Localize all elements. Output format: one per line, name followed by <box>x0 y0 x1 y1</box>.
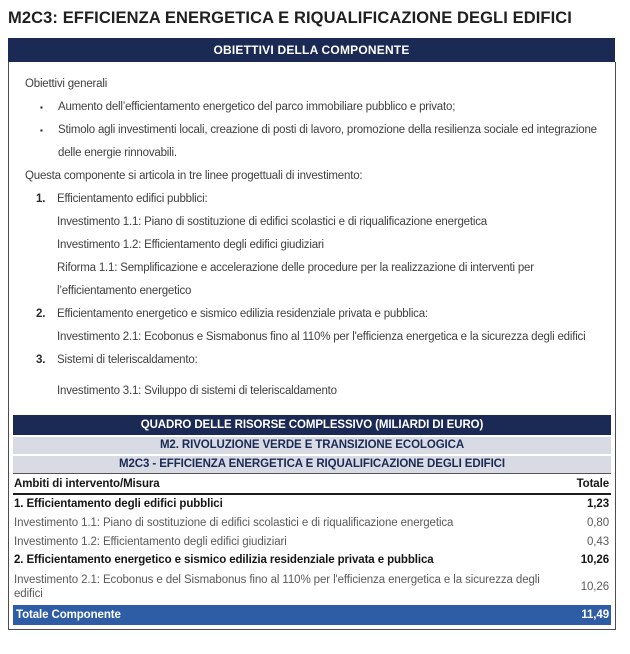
content-box <box>8 62 616 630</box>
row-value: 10,26 <box>580 554 609 567</box>
page-title: M2C3: EFFICIENZA ENERGETICA E RIQUALIFICAZIONE DEGLI EDIFICI <box>8 9 572 27</box>
row-value: 1,23 <box>587 497 609 510</box>
item-title: Efficientamento energetico e sismico edilizia residenziale privata e pubblica: <box>57 308 428 320</box>
item-line: Investimento 2.1: Ecobonus e Sismabonus fino al 110% per l'efficienza energetica e la sicurezza degli edifici <box>57 331 586 343</box>
list-item <box>25 119 607 165</box>
numbered-item-3 <box>25 349 607 403</box>
item-line: Investimento 3.1: Sviluppo di sistemi di teleriscaldamento <box>57 385 337 397</box>
row-label: Investimento 1.2: Efficientamento degli edifici giudiziari <box>14 535 287 548</box>
objectives-header-bar: OBIETTIVI DELLA COMPONENTE <box>8 38 615 62</box>
row-value: 0,80 <box>587 517 609 530</box>
list-item <box>25 96 607 119</box>
table-title-bar: QUADRO DELLE RISORSE COMPLESSIVO (MILIARDI DI EURO) <box>13 415 611 437</box>
row-label: 1. Efficientamento degli edifici pubblici <box>14 497 223 510</box>
item-line: Investimento 1.1: Piano di sostituzione di edifici scolastici e di riqualificazione energetica <box>57 216 487 228</box>
table-subtitle-component: M2C3 - EFFICIENZA ENERGETICA E RIQUALIFICAZIONE DEGLI EDIFICI <box>13 454 611 473</box>
bullet-square-icon: ▪ <box>40 126 43 135</box>
objectives-section <box>9 73 615 403</box>
item-title: Sistemi di teleriscaldamento: <box>57 354 198 366</box>
table-subtitle-mission: M2. RIVOLUZIONE VERDE E TRANSIZIONE ECOLOGICA <box>13 437 611 454</box>
column-header-total: Totale <box>576 477 609 490</box>
table-row <box>13 514 611 533</box>
table-row <box>13 533 611 552</box>
item-line: Investimento 1.2: Efficientamento degli edifici giudiziari <box>57 239 324 251</box>
numbered-item-1 <box>25 188 607 303</box>
table-row <box>13 551 611 571</box>
item-body <box>57 303 607 349</box>
numbered-item-2 <box>25 303 607 349</box>
item-body <box>57 349 607 403</box>
table-row <box>13 495 611 515</box>
column-header-measure: Ambiti di intervento/Misura <box>14 477 160 490</box>
item-line: Riforma 1.1: Semplificazione e accelerazione delle procedure per la realizzazione di interventi per l’efficientamento energetico <box>57 262 534 297</box>
item-number: 2. <box>36 308 46 320</box>
item-body <box>57 188 607 303</box>
objectives-general-label: Obiettivi generali <box>25 78 108 90</box>
row-label: 2. Efficientamento energetico e sismico edilizia residenziale privata e pubblica <box>14 554 434 567</box>
footer-label: Totale Componente <box>16 608 121 621</box>
table-row <box>13 571 611 604</box>
row-label: Investimento 2.1: Ecobonus e del Sismabonus fino al 110% per l'efficienza energetica e la sicurezza degli edifici <box>14 573 540 600</box>
bullet-text: Stimolo agli investimenti locali, creazione di posti di lavoro, promozione della resilienza sociale ed integrazione delle energie rinnovabili. <box>58 124 597 159</box>
row-label: Investimento 1.1: Piano di sostituzione di edifici scolastici e di riqualificazione energetica <box>14 517 454 530</box>
table-column-header <box>13 473 611 495</box>
objectives-intro: Questa componente si articola in tre linee progettuali di investimento: <box>25 170 363 182</box>
row-value: 10,26 <box>580 580 609 593</box>
footer-value: 11,49 <box>581 608 609 621</box>
bullet-square-icon: ▪ <box>40 103 43 112</box>
bullet-text: Aumento dell’efficientamento energetico del parco immobiliare pubblico e privato; <box>58 101 456 113</box>
item-number: 1. <box>36 193 46 205</box>
item-title: Efficientamento edifici pubblici: <box>57 193 208 205</box>
table-footer-row <box>13 605 611 625</box>
row-value: 0,43 <box>587 535 609 548</box>
resources-table <box>13 415 611 625</box>
item-number: 3. <box>36 354 46 366</box>
